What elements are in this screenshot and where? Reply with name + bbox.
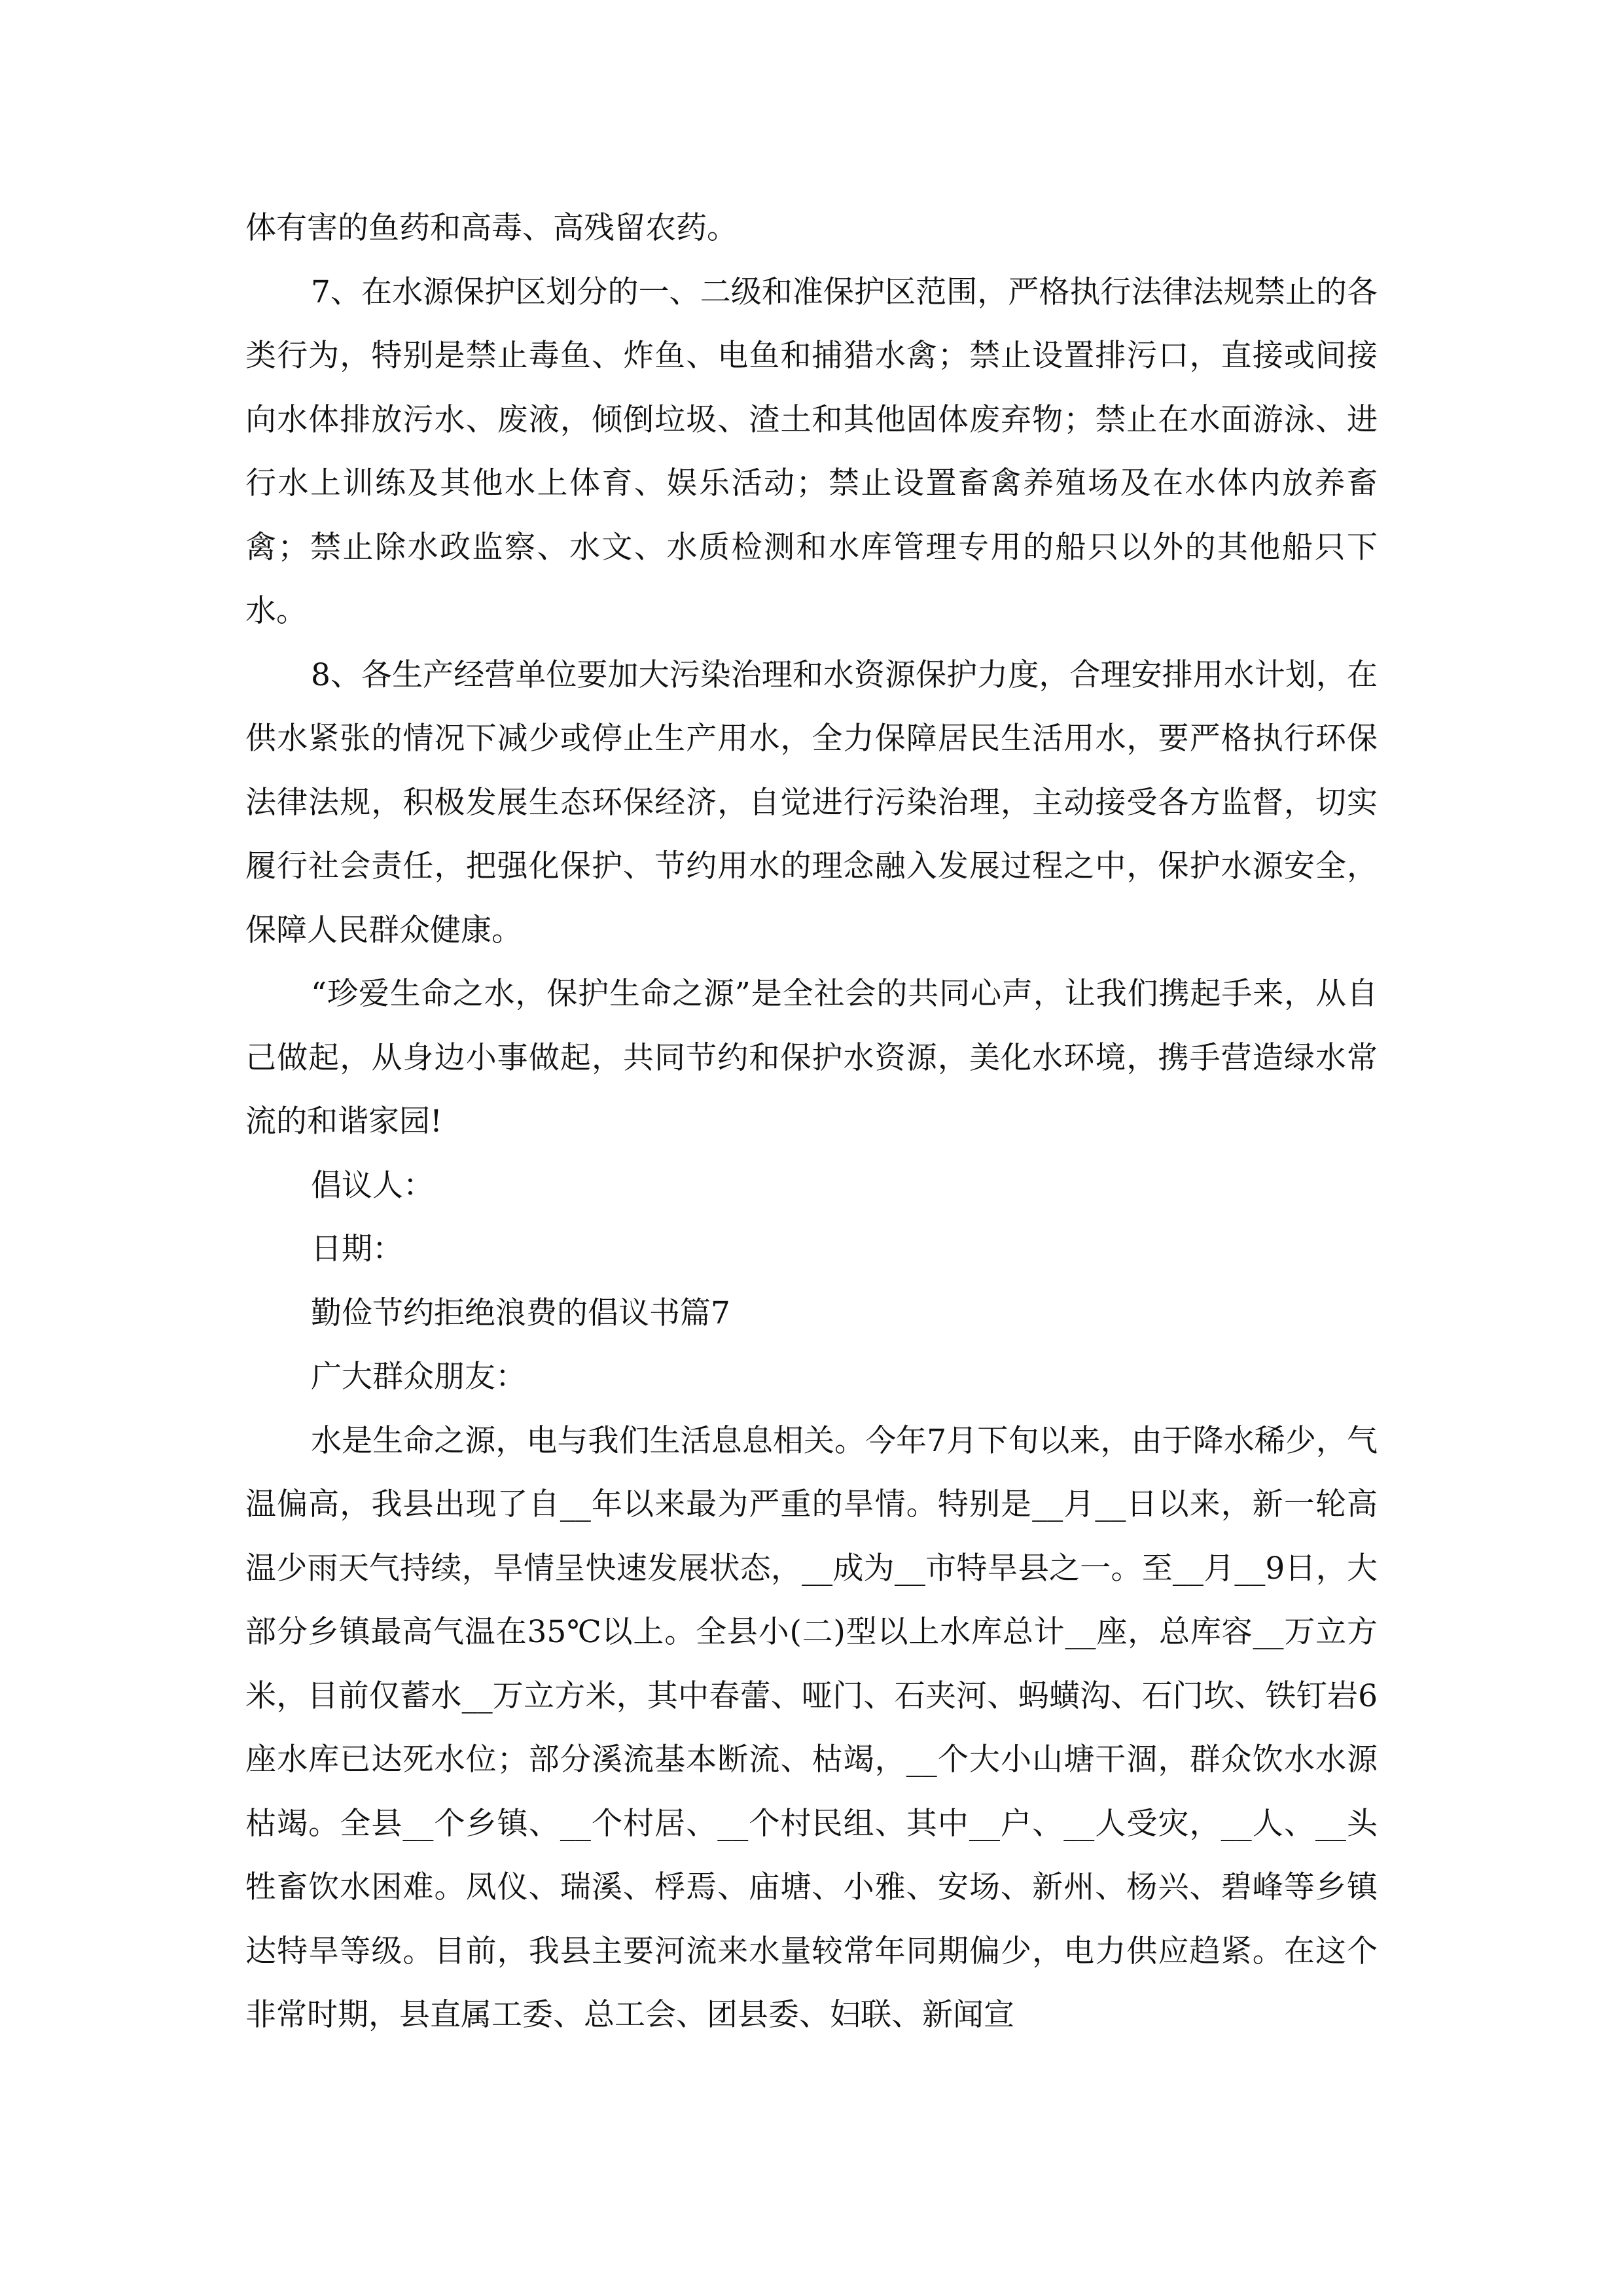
salutation: 广大群众朋友：	[311, 1359, 526, 1395]
paragraph-appeal: “珍爱生命之水，保护生命之源”是全社会的共同心声，让我们携起手来，从自己做起，从身边小事做起，共同节约和保护水资源，美化水环境，携手营造绿水常流的和谐家园!	[245, 976, 1378, 1139]
proposer-label: 倡议人：	[311, 1167, 434, 1204]
date-label: 日期：	[311, 1231, 403, 1267]
document-body	[245, 196, 1378, 2047]
section-title: 勤俭节约拒绝浪费的倡议书篇7	[311, 1295, 730, 1331]
paragraph-continuation: 体有害的鱼药和高毒、高残留农药。	[245, 210, 738, 246]
paragraph-item-7: 7、在水源保护区划分的一、二级和准保护区范围，严格执行法律法规禁止的各类行为，特别是禁止毒鱼、炸鱼、电鱼和捕猎水禽；禁止设置排污口，直接或间接向水体排放污水、废液，倾倒垃圾、渣土和其他固体废弃物；禁止在水面游泳、进行水上训练及其他水上体育、娱乐活动；禁止设置畜禽养殖场及在水体内放养畜禽；禁止除水政监察、水文、水质检测和水库管理专用的船只以外的其他船只下水。	[245, 274, 1378, 629]
body-paragraph: 水是生命之源，电与我们生活息息相关。今年7月下旬以来，由于降水稀少，气温偏高，我县出现了自__年以来最为严重的旱情。特别是__月__日以来，新一轮高温少雨天气持续，旱情呈快速发展状态，__成为__市特旱县之一。至__月__9日，大部分乡镇最高气温在35℃以上。全县小(二)型以上水库总计__座，总库容__万立方米，目前仅蓄水__万立方米，其中春蕾、哑门、石夹河、蚂蟥沟、石门坎、铁钉岩6座水库已达死水位；部分溪流基本断流、枯竭，__个大小山塘干涸，群众饮水水源枯竭。全县__个乡镇、__个村居、__个村民组、其中__户、__人受灾，__人、__头牲畜饮水困难。凤仪、瑞溪、桴焉、庙塘、小雅、安场、新州、杨兴、碧峰等乡镇达特旱等级。目前，我县主要河流来水量较常年同期偏少，电力供应趋紧。在这个非常时期，县直属工委、总工会、团县委、妇联、新闻宣	[245, 1422, 1378, 2033]
paragraph-item-8: 8、各生产经营单位要加大污染治理和水资源保护力度，合理安排用水计划，在供水紧张的情况下减少或停止生产用水，全力保障居民生活用水，要严格执行环保法律法规，积极发展生态环保经济，自觉进行污染治理，主动接受各方监督，切实履行社会责任，把强化保护、节约用水的理念融入发展过程之中，保护水源安全，保障人民群众健康。	[245, 656, 1378, 948]
